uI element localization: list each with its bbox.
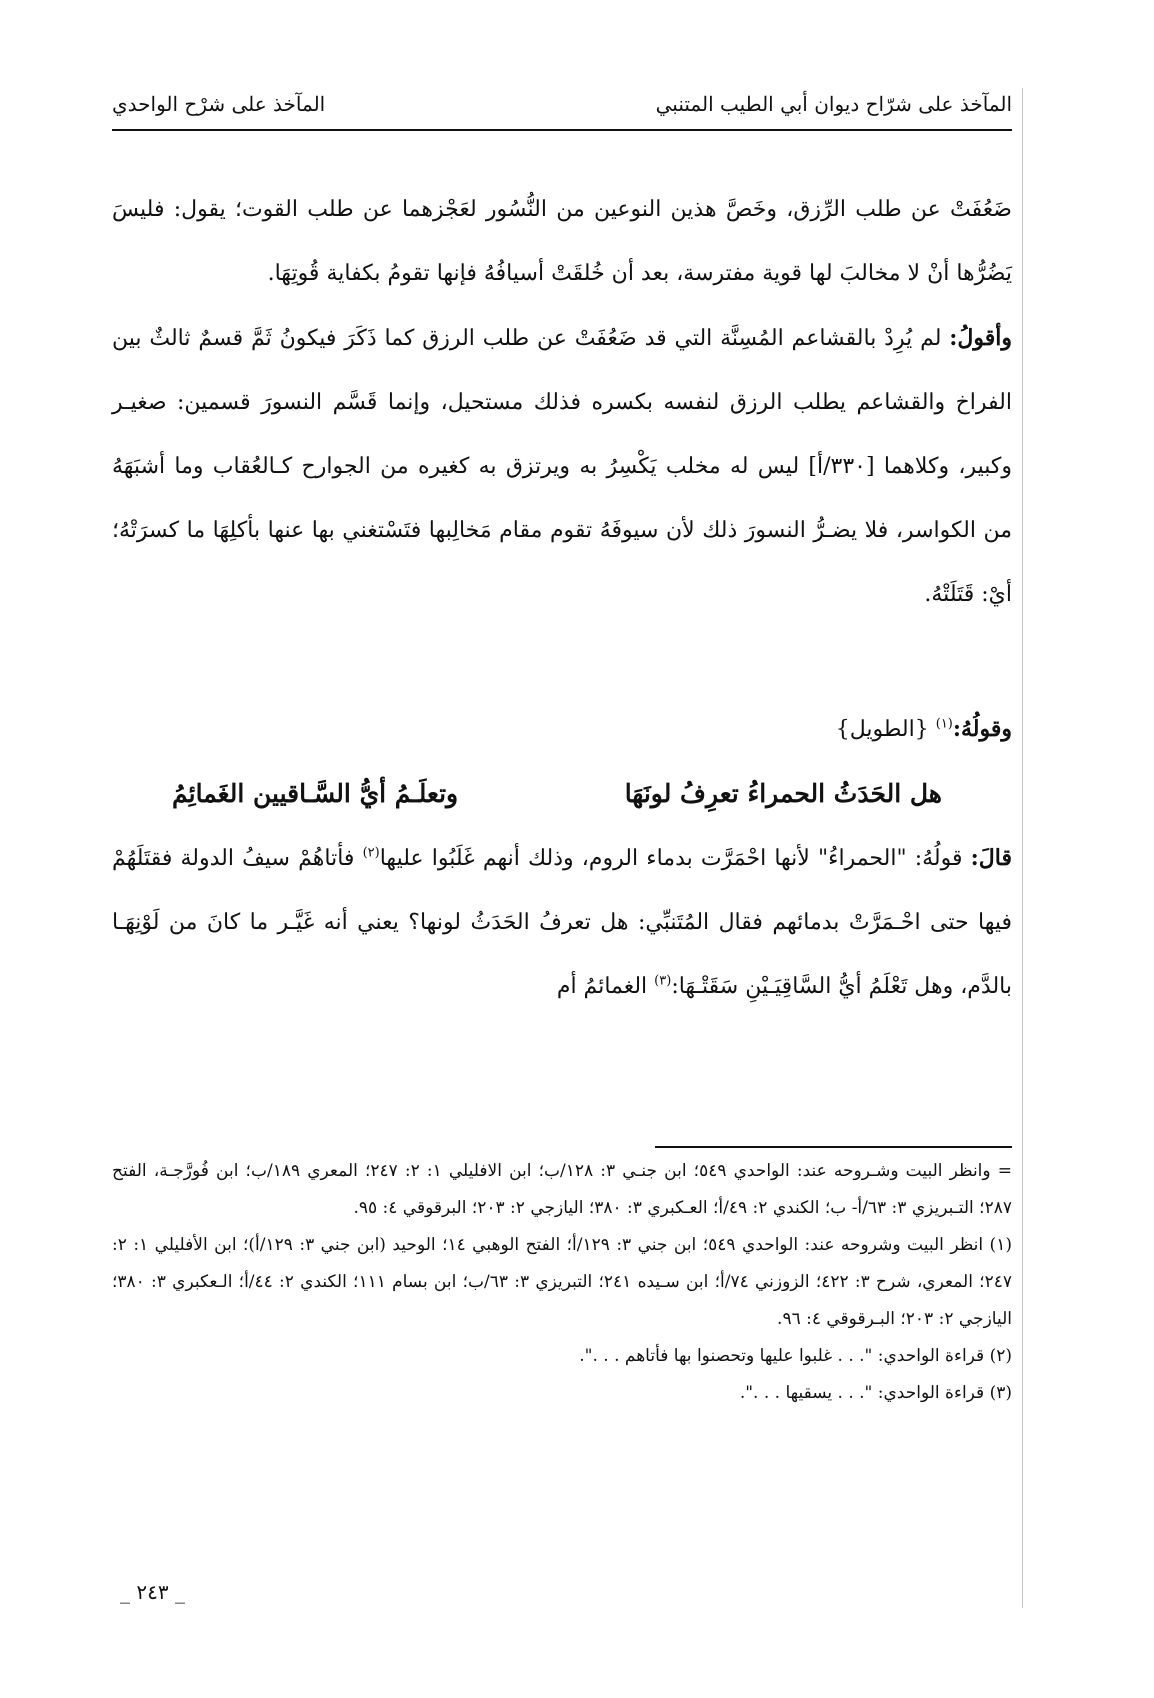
chapter-title: المآخذ على شرْح الواحدي bbox=[112, 92, 326, 116]
verse-heading bbox=[112, 697, 1012, 762]
poetry-verse bbox=[112, 762, 1012, 826]
footnote-rule bbox=[655, 1146, 1012, 1148]
footnotes bbox=[112, 1153, 1012, 1412]
commentary-text-b: فأتاهُمْ سيفُ الدولة فقتَلَهُمْ فيها حتى احْـمَرَّتْ بدمائهم فقال المُتَنبِّي: هل تعرفُ الحَدَثُ لونها؟ يعني أنه غَيَّـر ما كانَ من لَوْنِهَـا بالدَّم، وهل تَعْلَمُ أيُّ السَّاقِيَـيْنِ سَقَتْـهَا: bbox=[112, 846, 1012, 999]
qala-label: قالَ: bbox=[970, 845, 1012, 871]
footnote-continued: = وانظر البيت وشـروحه عند: الواحدي ٥٤٩؛ ابن جنـي ٣: ١٢٨/ب؛ ابن الافليلي ١: ٢: ٢٤٧؛ المعري ١٨٩/ب؛ ابن فُورَّجـة، الفتح ٢٨٧؛ التـبريزي ٣: ٦٣/أ- ب؛ الكندي ٢: ٤٩/أ؛ العـكبري ٣: ٣٨٠؛ اليازجي ٢: ٢٠٣؛ البرقوقي ٤: ٩٥. bbox=[112, 1161, 1012, 1218]
verse-second-hemistich: وتعلَـمُ أيُّ السَّـاقيين الغَمائِمُ bbox=[172, 779, 459, 808]
footnote-ref-2: (٢) bbox=[362, 845, 380, 861]
paragraph-2-text: لم يُرِدْ بالقشاعم المُسِنَّة التي قد ضَعُفَتْ عن طلب الرزق كما ذَكَرَ فيكونُ ثَمَّ قسمٌ ثالثٌ بين الفراخ والقشاعم يطلب الرزق لنفسه بكسره فذلك مستحيل، وإنما قَسَّم النسورَ قسمين: صغيـر وكبير، وكلاهما [٣٣٠/أ] ليس له مخلب يَكْسِرُ به ويرتزق به كغيره من الجوارح كـالعُقاب وما أشبَهَهُ من الكواسر، فلا يضـرُّ النسورَ ذلك لأن سيوفَهُ تقوم مقام مَخالِبها فتَسْتغني بها عنها بأكلِهَا ما كسرَتْهُ؛ أيْ: قَتَلَتْهُ. bbox=[112, 326, 1013, 607]
main-text bbox=[112, 178, 1012, 1019]
commentary-text-a: قولُهُ: "الحمراءُ" لأنها احْمَرَّت بدماء الروم، وذلك أنهم غَلَبُوا عليها bbox=[379, 846, 963, 871]
commentary-paragraph bbox=[112, 826, 1012, 1019]
qawluhu-label: وقولُهُ: bbox=[952, 716, 1012, 742]
verse-first-hemistich: هل الحَدَثُ الحمراءُ تعرِفُ لونَهَا bbox=[624, 779, 942, 808]
footnote-3: (٣) قراءة الواحدي: ". . . يسقيها . . .". bbox=[739, 1383, 1012, 1403]
paragraph-2 bbox=[112, 306, 1012, 627]
section-gap bbox=[112, 627, 1012, 697]
footnote-2: (٢) قراءة الواحدي: ". . . غلبوا عليها وتحصنوا بها فأتاهم . . .". bbox=[579, 1346, 1012, 1366]
page-number: _ ٢٤٣ _ bbox=[120, 1580, 185, 1604]
book-title: المآخذ على شرّاح ديوان أبي الطيب المتنبي bbox=[655, 92, 1012, 116]
header-rule bbox=[112, 129, 1012, 131]
aqulu-label: وأقولُ: bbox=[949, 325, 1013, 351]
meter-label: {الطويل} bbox=[835, 717, 929, 742]
margin-line bbox=[1022, 88, 1023, 1608]
running-header bbox=[112, 84, 1012, 130]
footnote-ref-1: (١) bbox=[935, 716, 953, 732]
paragraph-1: ضَعُفَتْ عن طلب الرِّزق، وخَصَّ هذين النوعين من النُّسُور لعَجْزهما عن طلب القوت؛ يقول: فليسَ يَضُرُّها أنْ لا مخالبَ لها قوية مفترسة، بعد أن خُلقَتْ أسيافُهُ فإنها تقومُ بكفاية قُوتِهَا. bbox=[112, 197, 1012, 286]
commentary-text-c: الغمائمُ أم bbox=[556, 974, 648, 999]
footnote-1: (١) انظر البيت وشروحه عند: الواحدي ٥٤٩؛ ابن جني ٣: ١٢٩/أ؛ الفتح الوهبي ١٤؛ الوحيد (ابن جني ٣: ١٢٩/أ)؛ ابن الأفليلي ١: ٢: ٢٤٧؛ المعري، شرح ٣: ٤٢٢؛ الزوزني ٧٤/أ؛ ابن سـيده ٢٤١؛ التبريزي ٣: ٦٣/ب؛ ابن بسام ١١١؛ الكندي ٢: ٤٤/أ؛ الـعكبري ٣: ٣٨٠؛ اليازجي ٢: ٢٠٣؛ البـرقوقي ٤: ٩٦. bbox=[112, 1235, 1012, 1329]
footnote-ref-3: (٣) bbox=[654, 973, 672, 989]
